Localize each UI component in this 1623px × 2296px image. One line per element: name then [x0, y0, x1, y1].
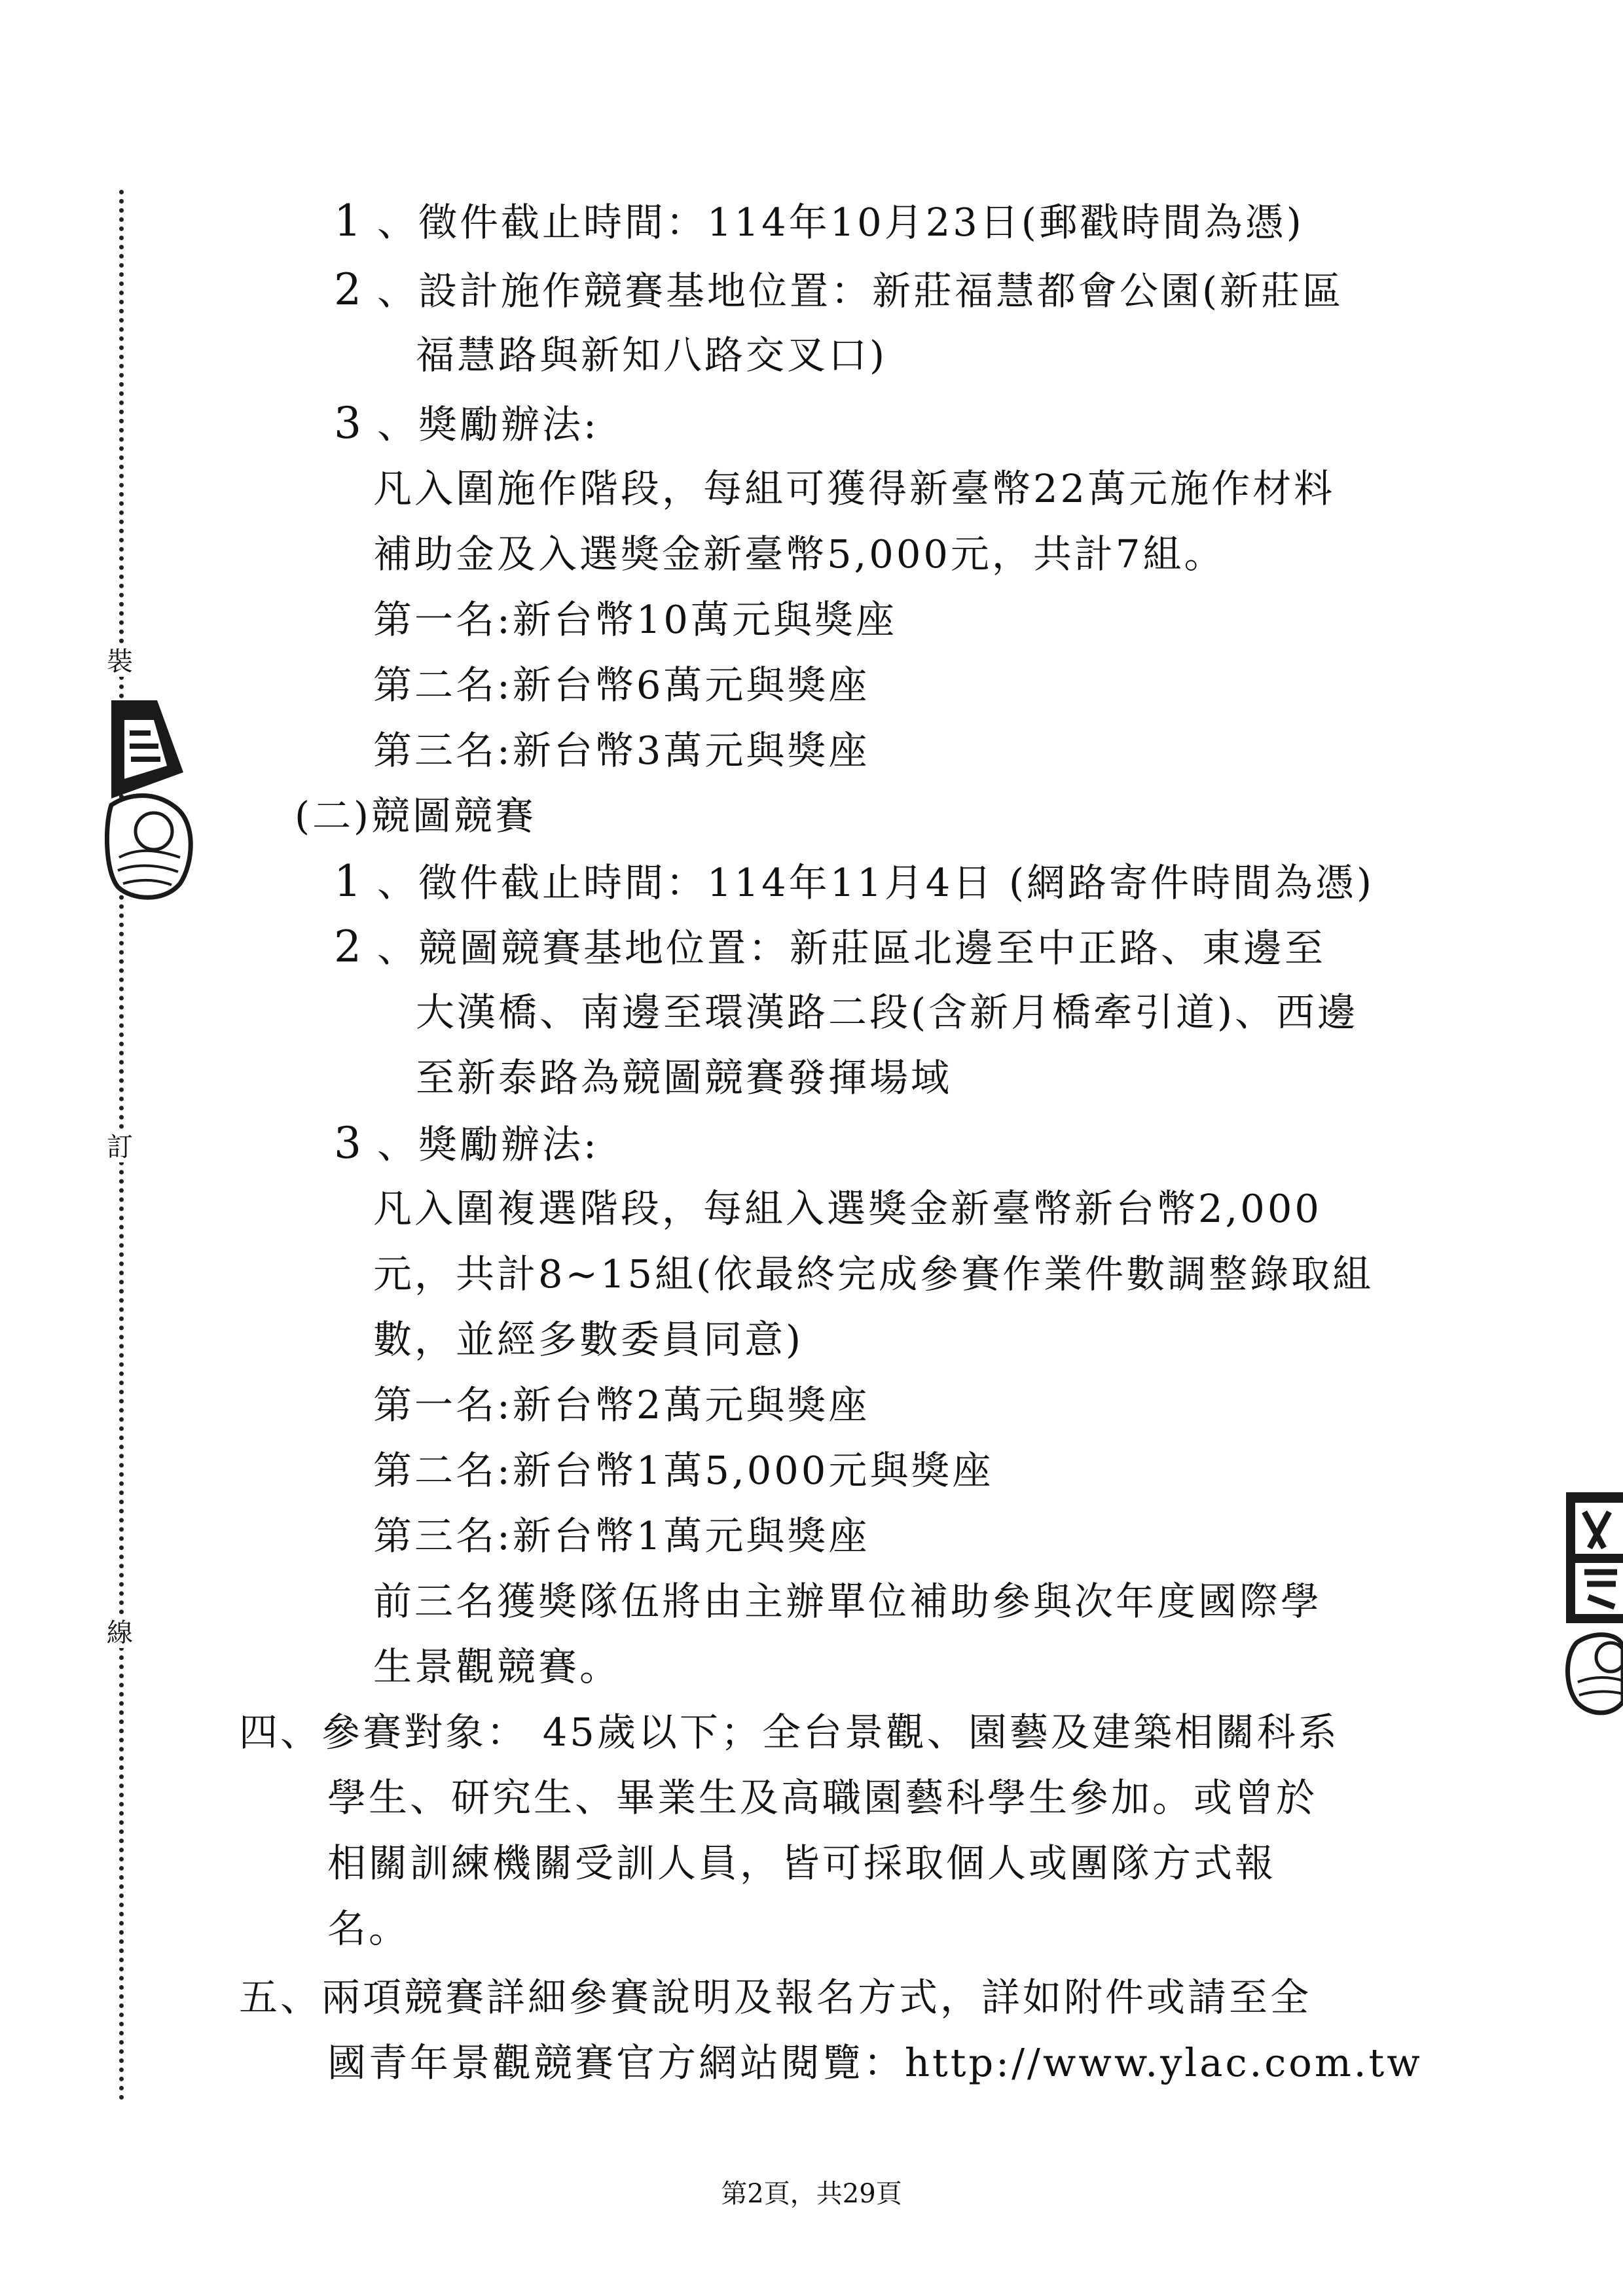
line-23-text: 生景觀競賽。 — [373, 1644, 621, 1689]
page-number-footer: 第2頁，共29頁 — [721, 2179, 902, 2209]
line-21 — [373, 1513, 869, 1559]
line-22-text: 前三名獲獎隊伍將由主辦單位補助參與次年度國際學 — [373, 1579, 1322, 1624]
line-5-text: 凡入圍施作階段，每組可獲得新臺幣22萬元施作材料 — [373, 466, 1336, 511]
line-11-text: 、徵件截止時間：114年11月4日 (網路寄件時間為憑) — [377, 860, 1375, 905]
line-22 — [373, 1579, 1322, 1624]
line-20 — [373, 1448, 993, 1494]
line-26 — [327, 1840, 1276, 1886]
line-19 — [373, 1382, 869, 1428]
line-3-text: 福慧路與新知八路交叉口) — [416, 332, 888, 378]
seal-right-stamp — [1558, 1486, 1623, 1721]
line-16 — [373, 1186, 1322, 1232]
line-1-number: 1 — [334, 196, 361, 246]
line-2-number: 2 — [334, 264, 361, 315]
line-2 — [334, 264, 1344, 315]
line-12-text: 、競圖競賽基地位置：新莊區北邊至中正路、東邊至 — [377, 925, 1326, 971]
line-15-number: 3 — [334, 1118, 361, 1168]
line-1-text: 、徵件截止時間：114年10月23日(郵戳時間為憑) — [377, 200, 1304, 245]
line-16-text: 凡入圍複選階段，每組入選獎金新臺幣新台幣2,000 — [373, 1186, 1322, 1231]
line-7-text: 第一名:新台幣10萬元與獎座 — [373, 597, 897, 642]
line-25-text: 學生、研究生、畢業生及高職園藝科學生參加。或曾於 — [327, 1775, 1318, 1820]
line-18-text: 數，並經多數委員同意) — [373, 1317, 804, 1362]
line-6 — [373, 531, 1225, 577]
line-26-text: 相關訓練機關受訓人員，皆可採取個人或團隊方式報 — [327, 1840, 1277, 1886]
line-10-section-heading — [295, 793, 536, 839]
line-8-text: 第二名:新台幣6萬元與獎座 — [373, 662, 870, 708]
line-18 — [373, 1317, 803, 1363]
line-8 — [373, 662, 869, 708]
line-27 — [327, 1906, 410, 1952]
line-27-text: 名。 — [327, 1906, 410, 1951]
line-4-text: 、獎勵辦法: — [377, 402, 599, 447]
line-20-text: 第二名:新台幣1萬5,000元與獎座 — [373, 1448, 994, 1493]
line-29 — [327, 2040, 1423, 2086]
line-12-number: 2 — [334, 922, 361, 972]
line-4-number: 3 — [334, 398, 361, 448]
line-28-text: 五、兩項競賽詳細參賽說明及報名方式，詳如附件或請至全 — [239, 1975, 1312, 2020]
line-28-section-five — [239, 1975, 1311, 2020]
line-12 — [334, 924, 1326, 971]
line-23 — [373, 1644, 621, 1690]
binding-label-middle: 訂 — [105, 1132, 135, 1162]
line-4 — [334, 398, 599, 448]
binding-label-top: 裝 — [105, 647, 135, 677]
line-5 — [373, 466, 1335, 512]
line-24-section-four — [239, 1710, 1340, 1755]
line-6-text: 補助金及入選獎金新臺幣5,000元，共計7組。 — [373, 531, 1226, 577]
line-15-text: 、獎勵辦法: — [377, 1122, 599, 1167]
line-10-text: (二)競圖競賽 — [295, 793, 537, 838]
line-21-text: 第三名:新台幣1萬元與獎座 — [373, 1513, 870, 1558]
line-14-text: 至新泰路為競圖競賽發揮場域 — [416, 1055, 953, 1100]
line-9 — [373, 728, 869, 774]
line-17 — [373, 1251, 1374, 1297]
line-11 — [334, 856, 1375, 906]
line-13-text: 大漢橋、南邊至環漢路二段(含新月橋牽引道)、西邊 — [416, 990, 1359, 1035]
line-2-text: 、設計施作競賽基地位置：新莊福慧都會公園(新莊區 — [377, 268, 1344, 314]
line-17-text: 元，共計8~15組(依最終完成參賽作業件數調整錄取組 — [373, 1251, 1374, 1297]
line-13 — [416, 990, 1359, 1035]
line-29-text: 國青年景觀競賽官方網站閱覽：http://www.ylac.com.tw — [327, 2040, 1423, 2085]
line-7 — [373, 597, 897, 643]
line-14 — [416, 1055, 952, 1101]
line-1 — [334, 198, 1304, 245]
line-11-number: 1 — [334, 856, 361, 906]
line-3 — [416, 332, 887, 378]
line-15 — [334, 1118, 599, 1168]
line-9-text: 第三名:新台幣3萬元與獎座 — [373, 728, 870, 773]
line-19-text: 第一名:新台幣2萬元與獎座 — [373, 1382, 870, 1427]
line-25 — [327, 1775, 1317, 1821]
line-24-text: 四、參賽對象： 45歲以下；全台景觀、園藝及建築相關科系 — [239, 1710, 1340, 1755]
binding-label-bottom: 線 — [105, 1618, 135, 1648]
seal-left-stamp — [105, 694, 203, 903]
